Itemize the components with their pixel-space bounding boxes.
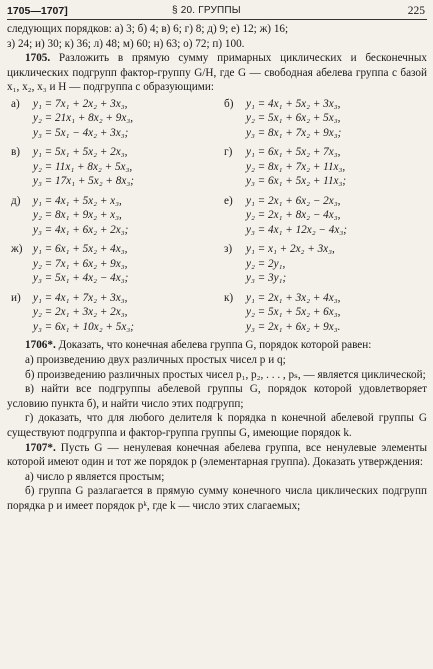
system-i [7, 291, 214, 335]
problem-1706-item-b: б) произведению различных простых чисел p₁, p₂, . . . , pₛ, — является циклической; [25, 368, 426, 381]
system-e [220, 194, 427, 238]
problem-1707-item-a: а) число p является простым; [25, 470, 165, 483]
problem-1706-text: Доказать, что конечная абелева группа G, порядок которой равен: [58, 339, 372, 352]
system-a [7, 97, 214, 141]
running-header [7, 4, 427, 20]
system-label: д) [11, 194, 21, 207]
system-b [220, 97, 427, 141]
system-label: б) [224, 97, 234, 110]
continuation-line-2: з) 24; и) 30; к) 36; л) 48; м) 60; н) 63; о) 72; п) 100. [7, 37, 245, 50]
problem-1707 [7, 441, 427, 470]
equation: y₃ = 17x₁ + 5x₂ + 8x₃; [33, 175, 134, 188]
equation: y₂ = 2x₁ + 3x₂ + 2x₃, [33, 306, 128, 319]
equation: y₁ = 7x₁ + 2x₂ + 3x₃, [33, 97, 128, 110]
equation: y₁ = 4x₁ + 5x₂ + x₃, [33, 194, 122, 207]
equation: y₁ = 2x₁ + 6x₂ − 2x₃, [246, 194, 341, 207]
equation: y₃ = 2x₁ + 6x₂ + 9x₃. [246, 320, 341, 333]
equation: y₃ = 6x₁ + 10x₂ + 5x₃; [33, 320, 134, 333]
equation: y₃ = 4x₁ + 12x₂ − 4x₃; [246, 223, 347, 236]
equation: y₁ = 4x₁ + 5x₂ + 3x₃, [246, 97, 341, 110]
problem-1706 [7, 338, 427, 353]
system-label: к) [224, 291, 234, 304]
problem-1707-text: Пусть G — ненулевая конечная абелева группа, все ненулевые элементы которой имеют один и тот же порядок p (элементарная группа). Доказать утверждения: [7, 441, 427, 469]
equation: y₂ = 8x₁ + 7x₂ + 11x₃, [246, 160, 346, 173]
system-v [7, 145, 214, 189]
system-label: ж) [11, 243, 23, 256]
continuation-line-1: следующих порядков: а) 3; б) 4; в) 6; г) 8; д) 9; е) 12; ж) 16; [7, 23, 289, 35]
equation: y₁ = 2x₁ + 3x₂ + 4x₃, [246, 291, 341, 304]
equation: y₂ = 2y₁, [246, 257, 286, 270]
equation: y₃ = 8x₁ + 7x₂ + 9x₃; [246, 126, 342, 139]
problem-1705-text: Разложить в прямую сумму примарных циклических и бесконечных циклических подгрупп фактор-группу G/H, где G — свободная абелева группа с базой x₁, x₂, x₃ и H — подгруппа с образующими: [7, 52, 428, 94]
problem-1706-item-v: в) найти все подгруппы абелевой группы G, порядок которой удовлетворяет условию пункта б), и найти число этих подгрупп; [7, 383, 427, 410]
equation: y₁ = 4x₁ + 7x₂ + 3x₃, [33, 291, 128, 304]
problem-1705 [7, 51, 427, 95]
equation: y₂ = 2x₁ + 8x₂ − 4x₃, [246, 209, 341, 222]
problem-1706-item-g: г) доказать, что для любого делителя k порядка n конечной абелевой группы G существуют подгруппа и фактор-группа группы G, имеющие порядок k. [7, 412, 427, 440]
header-section-title: § 20. ГРУППЫ [172, 5, 241, 16]
equation: y₂ = 5x₁ + 6x₂ + 5x₃, [246, 112, 341, 125]
problem-1706-number: 1706*. [25, 339, 56, 352]
system-k [220, 291, 427, 335]
equation: y₃ = 3y₁; [246, 272, 287, 285]
equation: y₁ = 6x₁ + 5x₂ + 4x₃, [33, 243, 128, 256]
system-d [7, 194, 214, 238]
generator-systems [7, 97, 427, 335]
system-label: з) [224, 243, 233, 256]
equation: y₃ = 6x₁ + 5x₂ + 11x₃; [246, 175, 347, 188]
equation: y₁ = 5x₁ + 5x₂ + 2x₃, [33, 146, 128, 159]
equation: y₂ = 5x₁ + 5x₂ + 6x₃, [246, 306, 341, 319]
system-g [220, 145, 427, 189]
system-label: в) [11, 146, 21, 159]
problem-1706-item-a: а) произведению двух различных простых чисел p и q; [25, 354, 286, 367]
system-label: а) [11, 97, 20, 110]
system-z [220, 242, 427, 286]
equation: y₂ = 11x₁ + 8x₂ + 5x₃, [33, 160, 133, 173]
equation: y₃ = 5x₁ + 4x₂ − 4x₃; [33, 272, 129, 285]
equation: y₂ = 21x₁ + 8x₂ + 9x₃, [33, 112, 134, 125]
equation: y₂ = 8x₁ + 9x₂ + x₃, [33, 209, 122, 222]
system-zh [7, 242, 214, 286]
system-label: г) [224, 146, 233, 159]
equation: y₂ = 7x₁ + 6x₂ + 9x₃, [33, 257, 128, 270]
equation: y₃ = 5x₁ − 4x₂ + 3x₃; [33, 126, 129, 139]
problem-1707-number: 1707*. [25, 441, 56, 454]
problem-1705-number: 1705. [25, 52, 51, 65]
problem-1707-item-b: б) группа G разлагается в прямую сумму конечного числа циклических подгрупп порядка p и имеет порядок pᵏ, где k — число этих слагаемых; [7, 485, 427, 512]
equation: y₁ = 6x₁ + 5x₂ + 7x₃, [246, 146, 341, 159]
equation: y₁ = x₁ + 2x₂ + 3x₃, [246, 243, 335, 256]
system-label: е) [224, 194, 233, 207]
header-problem-range: 1705—1707] [7, 5, 68, 17]
page-number: 225 [407, 5, 425, 17]
system-label: и) [11, 291, 21, 304]
equation: y₃ = 4x₁ + 6x₂ + 2x₃; [33, 223, 129, 236]
